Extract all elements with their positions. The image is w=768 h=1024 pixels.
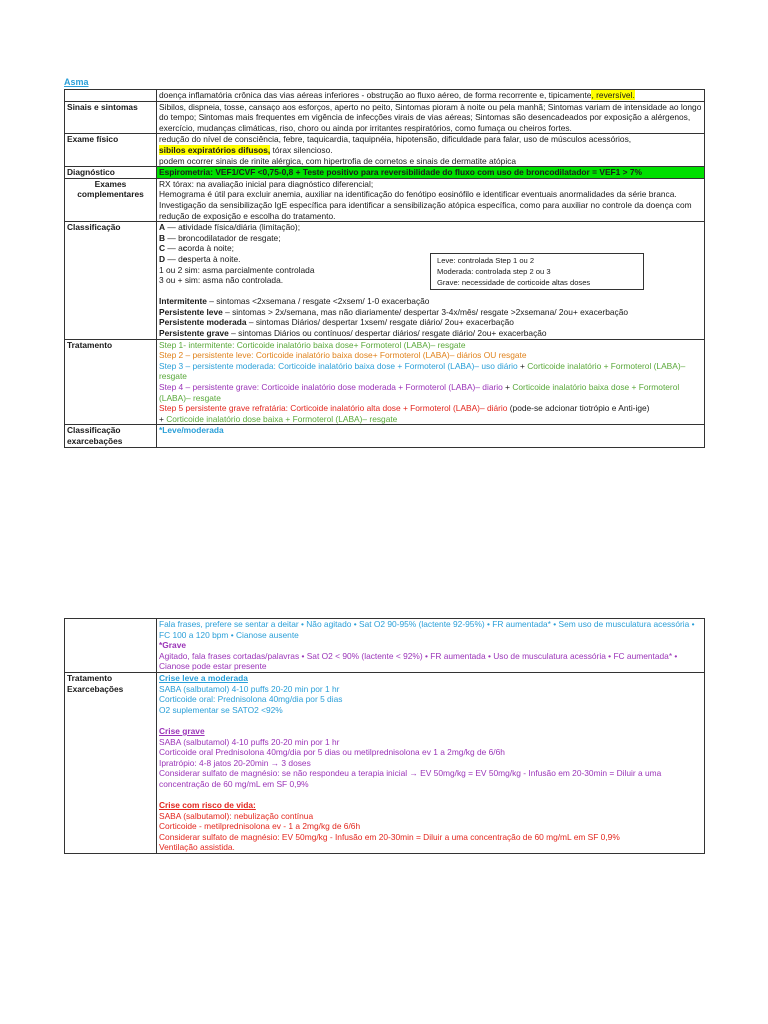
grave-title: *Grave <box>159 640 187 651</box>
exames-comp-line: RX tórax: na avaliação inicial para diagnóstico diferencial; <box>159 178 374 189</box>
exac-severity-label-cell <box>65 619 157 673</box>
crise-leve-line: Corticoide oral: Prednisolona 40mg/dia por 5 dias <box>159 694 343 705</box>
step-5: Step 5 persistente grave refratária: Corticoide inalatório alta dose + Formoterol (LABA)– diário (pode-se adcionar tiotrópio e Anti-ige) + Corticoide inalatório dose baixa + Formoterol (LABA)– resgate <box>159 403 650 424</box>
level-persistente-grave: Persistente grave – sintomas Diários ou contínuos/ despertar diários/ resgate diário/ 2ou+ exacerbação <box>159 328 547 339</box>
acbd-d: D — desperta à noite. <box>159 253 241 264</box>
row-exac-severity <box>65 619 705 673</box>
legend-line: Leve: controlada Step 1 ou 2 <box>437 256 535 265</box>
label-classif: Classificação <box>65 222 157 340</box>
label-trat-exac: Tratamento Exarcebações <box>65 672 157 853</box>
row-diag <box>65 167 705 179</box>
sinais-text: Sibilos, dispneia, tosse, cansaço aos esforços, aperto no peito, Sintomas pioram à noite ou pela manhã; Sintomas variam de intensidade ao longo do tempo; Sintomas mais frequentes em vigência de infecções virais de vias aéreas; Sintomas são desencadeados por exposição a alérgenos, exercício, mudanças climáticas, riso, choro ou ainda por irritantes respiratórios, como fumaça ou cheiros fortes. <box>157 101 705 134</box>
label-diag: Diagnóstico <box>65 167 157 179</box>
exame-line-3: podem ocorrer sinais de rinite alérgica, com hipertrofia de cornetos e sinais de dermatite atópica <box>159 155 517 166</box>
label-exames-comp: Exames complementares <box>65 178 157 221</box>
row-trat-exac <box>65 672 705 853</box>
step-4: Step 4 – persistente grave: Corticoide inalatório dose moderada + Formoterol (LABA)– diario + Corticoide inalatório baixa dose + Formoterol (LABA)– resgate <box>159 382 680 403</box>
level-intermitente: Intermitente – sintomas <2xsemana / resgate <2xsem/ 1-0 exacerbação <box>159 296 430 307</box>
row-exames-comp <box>65 178 705 221</box>
row-sinais <box>65 101 705 134</box>
control-legend-box <box>430 253 644 290</box>
crise-leve-line: O2 suplementar se SATO2 <92% <box>159 704 283 715</box>
crise-grave-line: Corticoide oral Prednisolona 40mg/dia por 5 dias ou metilprednisolona ev 1 a 2mg/kg de 6/6h <box>159 747 505 758</box>
exames-comp-line: Investigação da sensibilização IgE específica para identificar a sensibilização atópica específica, como para auxiliar no controle da doença com redução de exposição e escolha do tratamento. <box>159 199 692 221</box>
exames-comp-cell <box>157 178 705 221</box>
legend-line: Grave: necessidade de corticoide altas doses <box>437 278 591 287</box>
exame-cell <box>157 134 705 167</box>
exame-line-2-rest: tórax silencioso. <box>270 144 333 155</box>
crise-risco-title: Crise com risco de vida: <box>159 800 256 811</box>
step-1: Step 1- intermitente: Corticoide inalatório baixa dose+ Formoterol (LABA)– resgate <box>159 339 466 350</box>
legend-line: Moderada: controlada step 2 ou 3 <box>437 267 551 276</box>
label-trat: Tratamento <box>65 339 157 425</box>
crise-grave-line: Considerar sulfato de magnésio: se não respondeu a terapia inicial → EV 50mg/kg = EV 50mg/kg - Infusão em 20-30min = Diluir a uma concentração de 60 mg/mL em SF 0,9% <box>159 768 662 789</box>
crise-grave-title: Crise grave <box>159 725 205 736</box>
acbd-a: A — atividade física/diária (limitação); <box>159 222 301 233</box>
crise-risco-line: Corticoide - metilprednisolona ev - 1 a 2mg/kg de 6/6h <box>159 821 361 832</box>
trat-exac-cell <box>157 672 705 853</box>
crise-risco-line: Ventilação assistida. <box>159 842 235 853</box>
exame-highlight: sibilos expiratórios difusos, <box>159 144 271 155</box>
acbd-c: C — acorda à noite; <box>159 243 234 254</box>
exac-severity-cell <box>157 619 705 673</box>
crise-risco-line: SABA (salbutamol): nebulização contínua <box>159 810 314 821</box>
trat-cell <box>157 339 705 425</box>
exame-line-1: redução do nível de consciência, febre, taquicardia, taquipnéia, hipotensão, dificuldade para falar, uso de músculos acessórios, <box>159 134 632 145</box>
classif-exac-text: *Leve/moderada <box>157 425 705 447</box>
row-classif-exac <box>65 425 705 447</box>
exame-line-2 <box>159 145 702 156</box>
crise-leve-title: Crise leve a moderada <box>159 672 248 683</box>
label-sinais: Sinais e sintomas <box>65 101 157 134</box>
definition-cell <box>157 90 705 102</box>
classif-sim-1: 1 ou 2 sim: asma parcialmente controlada <box>159 264 315 275</box>
definition-highlight: , reversível. <box>591 90 635 100</box>
exames-comp-line: Hemograma é útil para excluir anemia, auxiliar na identificação do fenótipo eosinófilo e identificar eventuais anormalidades da série branca. <box>159 189 677 200</box>
definition-text: doença inflamatória crônica das vias aéreas inferiores - obstrução ao fluxo aéreo, de forma recorrente e, tipicamente <box>159 90 592 100</box>
step-3: Step 3 – persistente moderada: Corticoide inalatório baixa dose + Formoterol (LABA)– uso diário + Corticoide inalatório + Formoterol (LABA)– resgate <box>159 360 686 382</box>
row-definition <box>65 90 705 102</box>
leve-criteria: Fala frases, prefere se sentar a deitar • Não agitado • Sat O2 90-95% (lactente 92-95%) • FR aumentada* • Sem uso de musculatura acessória • FC 100 a 120 bpm • Cianose ausente <box>159 619 695 640</box>
crise-risco-line: Considerar sulfato de magnésio: EV 50mg/kg - Infusão em 20-30min = Diluir a uma concentração de 60 mg/mL em SF 0,9% <box>159 831 620 842</box>
row-exame <box>65 134 705 167</box>
level-persistente-moderada: Persistente moderada – sintomas Diários/ despertar 1xsem/ resgate diário/ 2ou+ exacerbação <box>159 317 514 328</box>
crise-grave-line: SABA (salbutamol) 4-10 puffs 20-20 min por 1 hr <box>159 736 340 747</box>
label-classif-exac: Classificação exarcebações <box>65 425 157 447</box>
acbd-b: B — broncodilatador de resgate; <box>159 232 281 243</box>
step-2: Step 2 – persistente leve: Corticoide inalatório baixa dose+ Formoterol (LABA)– diários OU resgate <box>159 350 527 361</box>
crise-leve-line: SABA (salbutamol) 4-10 puffs 20-20 min por 1 hr <box>159 683 340 694</box>
grave-criteria: Agitado, fala frases cortadas/palavras • Sat O2 < 90% (lactente < 92%) • FR aumentada • Uso de musculatura acessória • FC aumentada* • Cianose pode estar presente <box>159 650 678 672</box>
level-persistente-leve: Persistente leve – sintomas > 2x/semana, mas não diariamente/ despertar 3-4x/mês/ resgate >2xsemana/ 2ou+ exacerbação <box>159 306 629 317</box>
exacerbation-table <box>64 618 705 854</box>
classif-sim-3: 3 ou + sim: asma não controlada. <box>159 275 284 286</box>
label-exame: Exame físico <box>65 134 157 167</box>
diag-text: Espirometria: VEF1/CVF <0,75-0,8 + Teste positivo para reversibilidade do fluxo com uso de broncodilatador = VEF1 > 7% <box>157 167 705 179</box>
page-title: Asma <box>64 77 89 87</box>
crise-grave-line: Ipratrópio: 4-8 jatos 20-20min → 3 doses <box>159 757 311 768</box>
definition-label-cell <box>65 90 157 102</box>
row-trat <box>65 339 705 425</box>
